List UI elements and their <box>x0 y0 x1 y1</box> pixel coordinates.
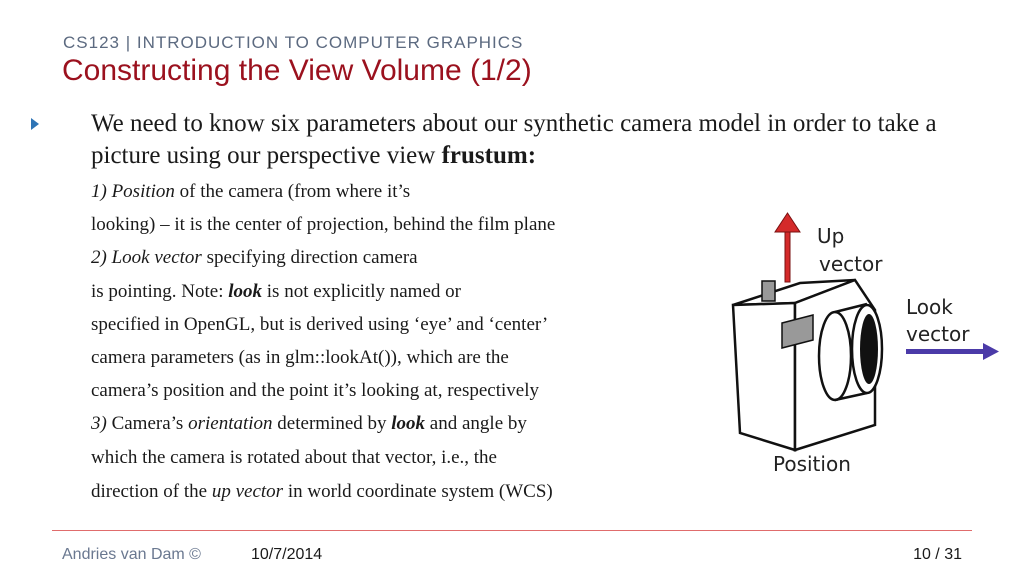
intro-bold: frustum: <box>441 142 537 169</box>
position-label: Position <box>773 452 851 476</box>
item-8-a: Camera’s <box>106 413 189 434</box>
item-2-label: 2) Look vector <box>91 247 202 268</box>
item-line-3 <box>91 246 418 270</box>
footer-date: 10/7/2014 <box>251 546 323 563</box>
item-8-c: and angle by <box>425 413 527 434</box>
up-vector-arrow-icon <box>775 213 800 282</box>
item-line-10 <box>91 480 553 504</box>
footer-author: Andries van Dam © <box>62 546 201 563</box>
item-4-post: is not explicitly named or <box>262 281 461 302</box>
camera-illustration <box>725 205 1005 485</box>
intro-text: We need to know six parameters about our synthetic camera model in order to take a picture using our perspective view <box>91 110 937 169</box>
item-line-2: looking) – it is the center of projection, behind the film plane <box>91 214 556 235</box>
item-10-a: direction of the <box>91 481 212 502</box>
bullet-arrow-icon <box>31 118 39 130</box>
up-label-1: Up <box>817 224 845 248</box>
item-line-5: specified in OpenGL, but is derived using ‘eye’ and ‘center’ <box>91 314 549 335</box>
item-8-look: look <box>391 413 426 434</box>
item-2-text: specifying direction camera <box>201 247 418 268</box>
item-1-label: 1) Position <box>91 181 175 202</box>
item-10-up-vector: up vector <box>211 481 284 502</box>
item-line-1 <box>91 180 410 204</box>
item-4-pre: is pointing. Note: <box>91 281 229 302</box>
item-10-b: in world coordinate system (WCS) <box>283 481 553 502</box>
item-line-7: camera’s position and the point it’s looking at, respectively <box>91 380 539 401</box>
item-line-9: which the camera is rotated about that vector, i.e., the <box>91 447 497 468</box>
camera-icon <box>733 280 882 450</box>
item-8-orientation: orientation <box>188 413 273 434</box>
slide-title: Constructing the View Volume (1/2) <box>62 54 532 87</box>
item-3-label: 3) <box>91 413 107 434</box>
item-line-6: camera parameters (as in glm::lookAt()), which are the <box>91 347 509 368</box>
page-number: 10 / 31 <box>913 546 962 563</box>
item-line-8 <box>91 412 527 436</box>
item-1-text: of the camera (from where it’s <box>174 181 411 202</box>
item-line-4 <box>91 280 461 304</box>
item-8-b: determined by <box>272 413 392 434</box>
look-label-1: Look <box>906 295 953 319</box>
look-label-2: vector <box>906 322 970 346</box>
intro-paragraph <box>91 108 971 172</box>
course-header: CS123 | INTRODUCTION TO COMPUTER GRAPHICS <box>63 33 524 52</box>
footer-divider <box>52 530 972 531</box>
item-4-look: look <box>228 281 263 302</box>
up-label-2: vector <box>819 252 883 276</box>
